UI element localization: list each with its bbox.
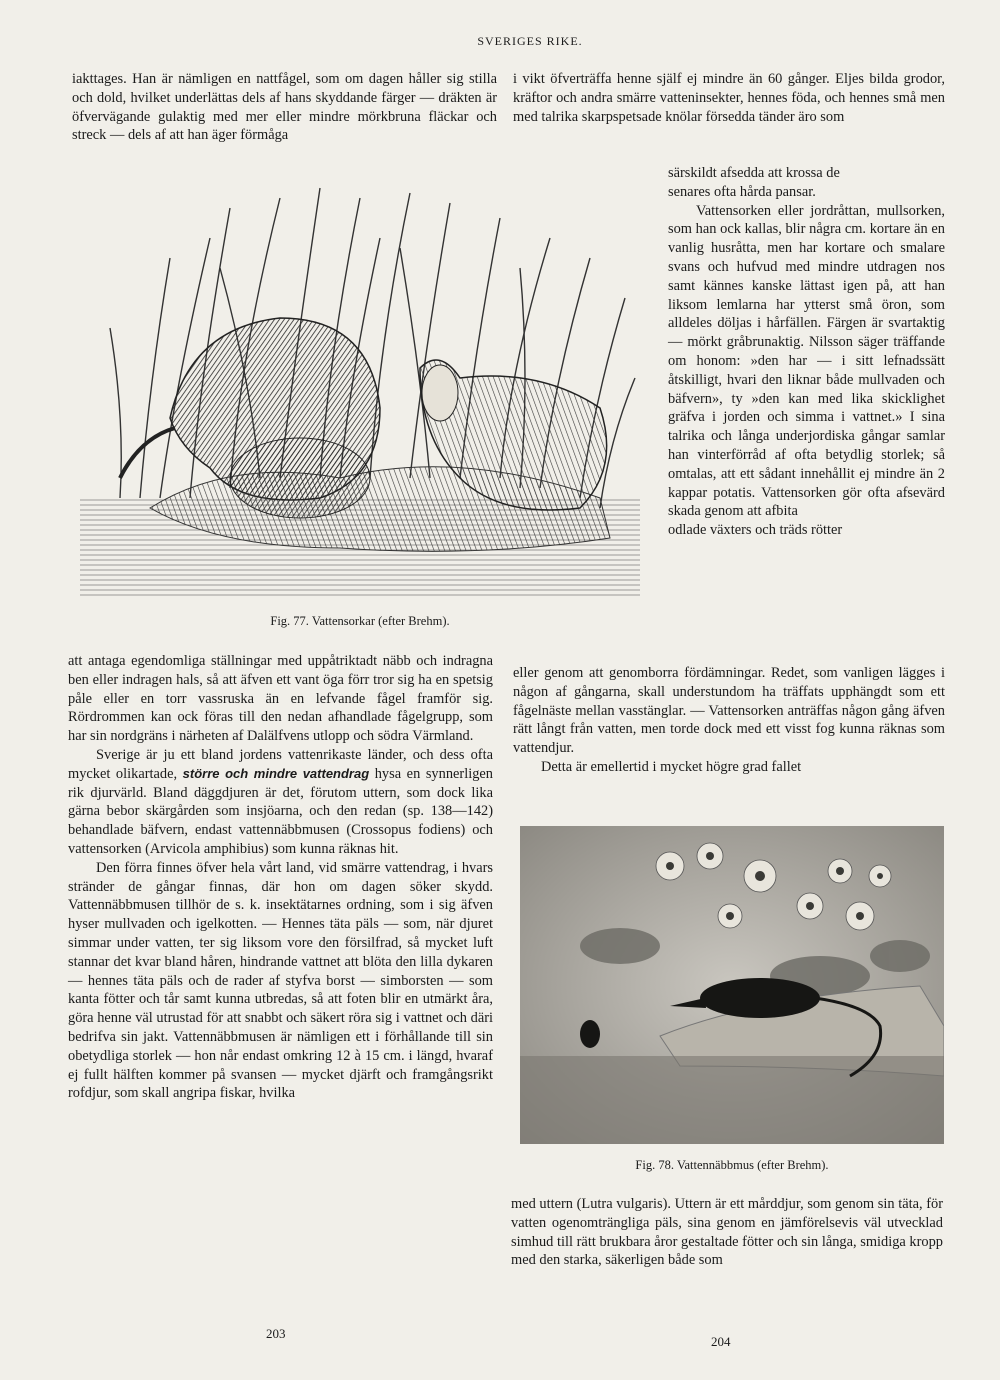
page-number-right: 204 — [711, 1334, 731, 1349]
water-shrew-illustration — [520, 826, 944, 1144]
paragraph: Vattensorken eller jordråttan, mullsorken, som han ock kallas, blir några cm. kortare än en vanlig husråtta, men har kortare och smalare svans och hufvud med mindre utdragen nos samt kännes kanske lättast igen på, att han liksom lemlarna har ytterst små öron, som alldeles döljas i hårfällen. Färgen är svartaktig — mörkt gråbrunaktig. Nilsson säger träffande om honom: »den har — i sitt lefnadssätt åtskilligt, hvari den liknar både mullvaden och bäfvern», ty »den kan med lika skicklighet gräfva i jorden och simma i vattnet.» I sina talrika och långa underjordiska gångar samlar han vinterförråd af ofta betydlig storlek; så omtalas, att ett sådant innehållit ej mindre än 2 kappar potatis. Vattensorken gör ofta afsevärd skada genom att afbita — [668, 202, 945, 520]
left-column-body — [68, 652, 493, 1103]
left-column-top — [72, 70, 497, 145]
paragraph: med uttern (Lutra vulgaris). Uttern är ett mårddjur, som genom sin täta, för vatten ogenomträngliga päls, sina genom en jämförelsevis väl utvecklad simhud till rätt brukbara åror gestaltade fötter och sin långa, smidiga kropp med den starka, säkerligen både som — [511, 1196, 943, 1269]
figure-77-caption: Fig. 77. Vattensorkar (efter Brehm). — [270, 614, 450, 628]
paragraph: Den förra finnes öfver hela vårt land, vid smärre vattendrag, i hvars stränder de gångar finnas, där hon om dagen söker skydd. Vattennäbbmusen tillhör de s. k. insektätarnes ordning, som i sig äfven hyser mullvaden och igelkotten. — Hennes täta päls — som, när djuret simmar under vatten, ter sig liksom vore den försilfrad, så mycket luft stannar det kvar bland håren, hindrande vattnet att blöta den lilla dykaren — hennes täta päls och de rader af styfva borst — simborsten — som kanta fötter och tår samt kunna utbredas, så att foten blir en utmärkt åra, göra henne väl utrustad för att snabbt och säkert röra sig i vattnet och däri bedrifva sin jakt. Vattennäbbmusen är nämligen ett i förhållande till sin obetydliga storlek — hon når endast omkring 12 à 15 cm. i längd, hvaraf ej fullt hälften kommer på svansen — mycket djärft och framgångsrikt rofdjur, som skall angripa fiskar, hvilka — [68, 859, 493, 1102]
paragraph: i vikt öfverträffa henne själf ej mindre än 60 gånger. Eljes bilda grodor, kräftor och andra smärre vatteninsekter, hennes föda, och hennes små men med talrika skarpspetsade knölar försedda tänder äro som — [513, 71, 945, 125]
text-line: odlade växters och träds rötter — [668, 522, 843, 539]
right-column-bottom — [511, 1195, 943, 1270]
emphasis-text: större och mindre vattendrag — [182, 765, 370, 781]
paragraph: iakttages. Han är nämligen en nattfågel, som om dagen håller sig stilla och dold, hvilket underlättas dels af hans skyddande färger — dräkten är öfvervägande gulaktig med mer eller mindre mörkbruna fläckar och streck — dels af att han äger förmåga — [72, 71, 497, 144]
paragraph: eller genom att genomborra fördämningar. Redet, som vanligen lägges i någon af gångarna, skall understundom ha träffats upphängdt som ett fågelnäste mellan vasstänglar. — Vattensorken anträffas någon gång äfven rätt långt från vatten, men torde dock med ett visst fog kunna räknas som vattendjur. — [513, 665, 945, 757]
figure-78-caption: Fig. 78. Vattennäbbmus (efter Brehm). — [635, 1158, 829, 1172]
water-voles-illustration — [80, 178, 640, 598]
figure-77-engraving — [80, 178, 640, 598]
text: Sverige är ju ett bland jordens vattenrikaste länder, och dess ofta mycket olikartade, — [68, 746, 493, 782]
page-number-left: 203 — [266, 1326, 286, 1341]
right-column-mid — [513, 664, 945, 777]
paragraph — [68, 746, 493, 859]
text: hysa en synnerligen rik djurvärld. Bland däggdjuren är det, förutom uttern, som dock lika gärna bebor skärgården som insjöarna, och den redan (sp. 138—142) behandlade bäfvern, endast vattennäbbmusen (Crossopus fodiens) och vattensorken (Arvicola amphibius) som kunna räknas hit. — [68, 765, 493, 857]
paragraph: att antaga egendomliga ställningar med uppåtriktadt näbb och indragna ben eller indragen hals, så att äfven ett vant öga förr tror sig ha en spetsig påle eller en torr vassruska än en lefvande fågel framför sig. Rördrommen kan ock föras till den nedan afhandlade fågelgrupp, som har sin nordgräns i närheten af Dalälfvens utlopp och södra Värmland. — [68, 653, 493, 745]
paragraph: Detta är emellertid i mycket högre grad fallet — [541, 758, 802, 775]
text-line: särskildt afsedda att krossa de — [668, 165, 840, 181]
right-column-top — [513, 70, 945, 126]
figure-78-halftone — [520, 826, 944, 1144]
right-column-narrow — [668, 164, 945, 540]
running-head: SVERIGES RIKE. — [477, 34, 583, 48]
text-line: senares ofta hårda pansar. — [668, 183, 816, 200]
